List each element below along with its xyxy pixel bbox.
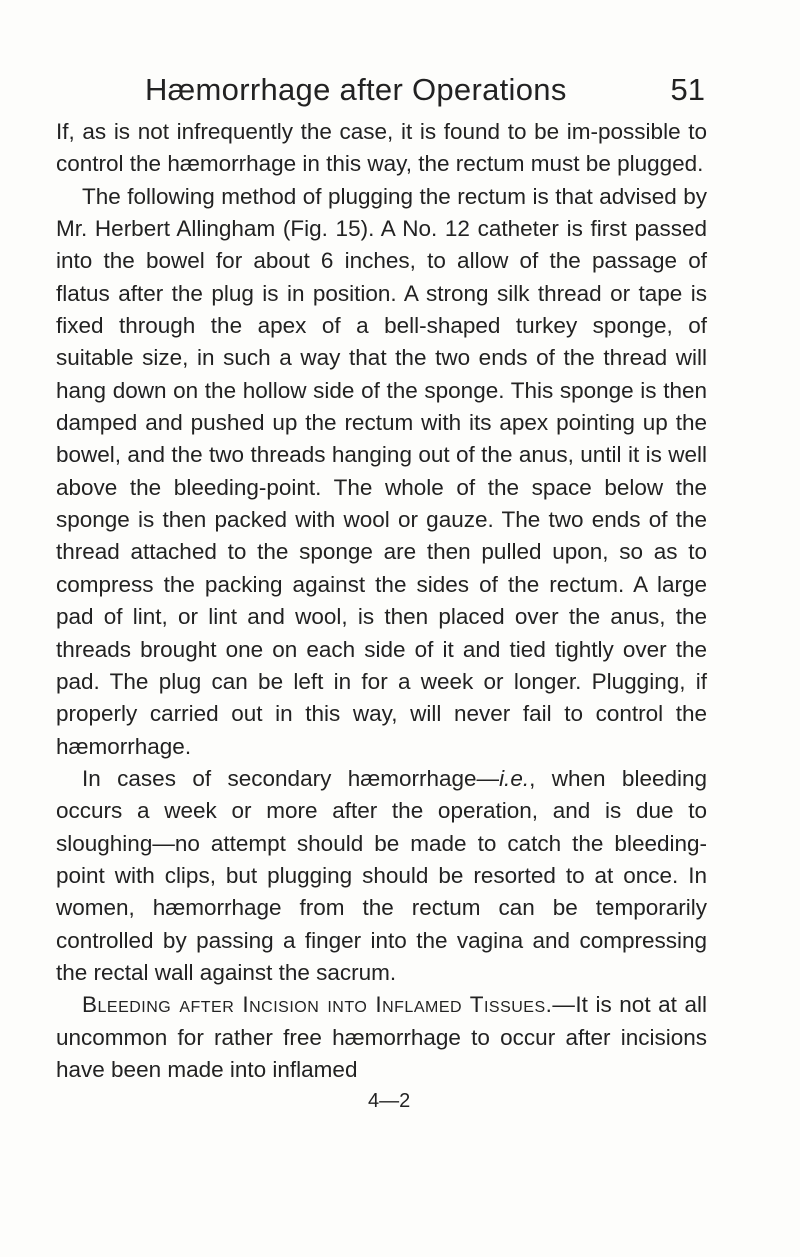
- section-heading: Bleeding after Incision into Inflamed Tissues.—: [82, 992, 576, 1018]
- book-page: [56, 68, 707, 1114]
- running-title: Hæmorrhage after Operations: [145, 72, 567, 107]
- paragraph-1: If, as is not infrequently the case, it is found to be im-possible to control the hæmorrhage in this way, the rectum must be plugged.: [56, 119, 707, 177]
- paragraph-4: [56, 989, 707, 1086]
- paragraph-2: The following method of plugging the rectum is that advised by Mr. Herbert Allingham (Fig. 15). A No. 12 catheter is first passed into the bowel for about 6 inches, to allow of the passage of flatus after the plug is in position. A strong silk thread or tape is fixed through the apex of a bell-shaped turkey sponge, of suitable size, in such a way that the two ends of the thread will hang down on the hollow side of the sponge. This sponge is then damped and pushed up the rectum with its apex pointing up the bowel, and the two threads hanging out of the anus, until it is well above the bleeding-point. The whole of the space below the sponge is then packed with wool or gauze. The two ends of the thread attached to the sponge are then pulled upon, so as to compress the packing against the sides of the rectum. A large pad of lint, or lint and wool, is then placed over the anus, the threads brought one on each side of it and tied tightly over the pad. The plug can be left in for a week or longer. Plugging, if properly carried out in this way, will never fail to control the hæmorrhage.: [56, 183, 707, 759]
- page-header: [56, 68, 707, 116]
- page-body: [56, 116, 707, 1086]
- signature-mark: 4—2: [368, 1090, 411, 1113]
- paragraph-3-text-start: In cases of secondary hæmorrhage—: [82, 765, 500, 791]
- ie-abbreviation: i.e.: [499, 765, 530, 791]
- page-number: 51: [670, 72, 705, 107]
- paragraph-3: [56, 763, 707, 989]
- paragraph-3-text-end: , when bleeding occurs a week or more after the operation, and is due to sloughing—no attempt should be made to catch the bleeding-point with clips, but plugging should be resorted to at once. In women, hæmorrhage from the rectum can be temporarily controlled by passing a finger into the vagina and compressing the rectal wall against the sacrum.: [56, 765, 708, 985]
- paragraph-4-text: It is not at all uncommon for rather free hæmorrhage to occur after incisions have been made into inflamed: [56, 992, 707, 1082]
